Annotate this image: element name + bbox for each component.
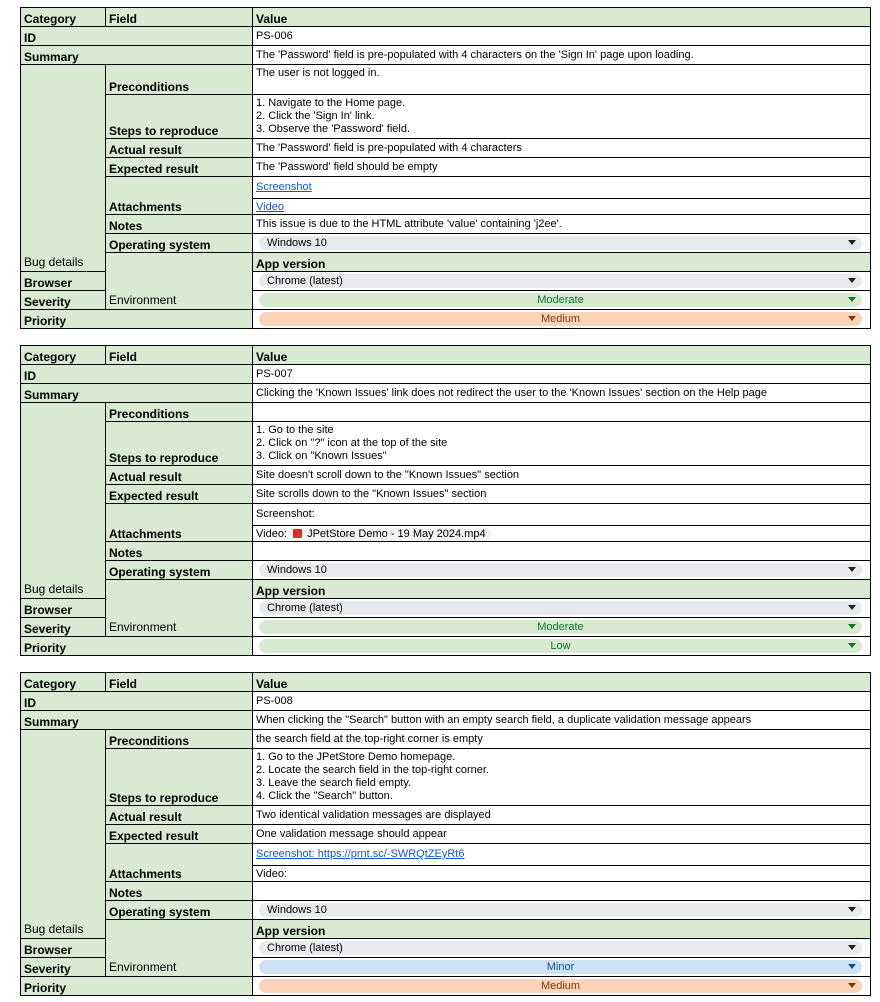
browser-value: Chrome (latest) [267, 602, 343, 614]
label-browser: Browser [21, 599, 106, 618]
priority-value: Medium [540, 313, 581, 325]
os-value: Windows 10 [267, 904, 327, 916]
value-attachments [253, 177, 871, 215]
priority-value: Medium [540, 980, 581, 992]
value-notes[interactable]: This issue is due to the HTML attribute 'value' containing 'j2ee'. [253, 215, 871, 234]
label-severity: Severity [21, 618, 253, 637]
label-priority: Priority [21, 637, 253, 656]
label-expected: Expected result [106, 825, 253, 844]
os-dropdown[interactable] [253, 234, 871, 253]
header-category: Category [21, 8, 106, 27]
video-file-icon [293, 529, 302, 538]
priority-dropdown[interactable] [253, 637, 871, 656]
screenshot-link[interactable]: Screenshot: https://prnt.sc/-SWRQtZEyRt6 [256, 848, 465, 860]
label-notes: Notes [106, 882, 253, 901]
video-label: Video: [256, 868, 287, 880]
label-steps: Steps to reproduce [106, 95, 253, 139]
severity-dropdown[interactable] [253, 618, 871, 637]
os-dropdown[interactable] [253, 561, 871, 580]
os-value: Windows 10 [267, 237, 327, 249]
label-severity: Severity [21, 291, 253, 310]
label-os: Operating system [106, 901, 253, 920]
chevron-down-icon [848, 297, 856, 302]
label-app-version: App version [253, 580, 871, 599]
value-summary[interactable]: Clicking the 'Known Issues' link does not redirect the user to the 'Known Issues' section on the Help page [253, 384, 871, 403]
label-steps: Steps to reproduce [106, 749, 253, 806]
label-id: ID [21, 27, 253, 46]
label-app-version: App version [253, 920, 871, 939]
screenshot-label: Screenshot: [256, 508, 315, 520]
header-category: Category [21, 346, 106, 365]
chevron-down-icon [848, 964, 856, 969]
label-preconditions: Preconditions [106, 65, 253, 95]
group-environment: Environment [106, 253, 253, 310]
priority-dropdown[interactable] [253, 977, 871, 996]
label-expected: Expected result [106, 158, 253, 177]
os-value: Windows 10 [267, 564, 327, 576]
group-environment: Environment [106, 920, 253, 977]
label-id: ID [21, 692, 253, 711]
value-expected[interactable]: The 'Password' field should be empty [253, 158, 871, 177]
value-steps[interactable]: 1. Go to the site 2. Click on "?" icon at the top of the site 3. Click on "Known Issues" [253, 422, 871, 466]
chevron-down-icon [848, 907, 856, 912]
group-bug-details: Bug details [21, 403, 106, 599]
label-preconditions: Preconditions [106, 403, 253, 422]
chevron-down-icon [848, 605, 856, 610]
severity-value: Moderate [537, 294, 584, 306]
bug-table [20, 7, 871, 329]
value-expected[interactable]: Site scrolls down to the "Known Issues" section [253, 485, 871, 504]
header-field: Field [106, 673, 253, 692]
label-attachments: Attachments [106, 177, 253, 215]
browser-value: Chrome (latest) [267, 275, 343, 287]
chevron-down-icon [848, 643, 856, 648]
value-attachments [253, 504, 871, 542]
value-preconditions[interactable]: the search field at the top-right corner is empty [253, 730, 871, 749]
label-actual: Actual result [106, 139, 253, 158]
bug-table [20, 345, 871, 656]
bug-table [20, 672, 871, 996]
value-expected[interactable]: One validation message should appear [253, 825, 871, 844]
value-steps[interactable]: 1. Go to the JPetStore Demo homepage. 2. Locate the search field in the top-right corner. 3. Leave the search field empty. 4. Click the "Search" button. [253, 749, 871, 806]
label-severity: Severity [21, 958, 253, 977]
browser-dropdown[interactable] [253, 939, 871, 958]
attachment-file-name: JPetStore Demo - 19 May 2024.mp4 [307, 528, 486, 540]
severity-value: Moderate [537, 621, 584, 633]
value-steps[interactable]: 1. Navigate to the Home page. 2. Click the 'Sign In' link. 3. Observe the 'Password' field. [253, 95, 871, 139]
value-notes[interactable] [253, 542, 871, 561]
value-actual[interactable]: The 'Password' field is pre-populated with 4 characters [253, 139, 871, 158]
label-summary: Summary [21, 384, 253, 403]
value-id[interactable]: PS-007 [253, 365, 871, 384]
label-app-version: App version [253, 253, 871, 272]
severity-value: Minor [546, 961, 575, 973]
label-steps: Steps to reproduce [106, 422, 253, 466]
group-bug-details: Bug details [21, 730, 106, 939]
severity-dropdown[interactable] [253, 291, 871, 310]
value-attachments [253, 844, 871, 882]
label-os: Operating system [106, 561, 253, 580]
value-id[interactable]: PS-006 [253, 27, 871, 46]
value-preconditions[interactable] [253, 403, 871, 422]
value-id[interactable]: PS-008 [253, 692, 871, 711]
label-os: Operating system [106, 234, 253, 253]
value-actual[interactable]: Two identical validation messages are displayed [253, 806, 871, 825]
browser-value: Chrome (latest) [267, 942, 343, 954]
attachment-file-chip[interactable] [290, 528, 492, 541]
label-actual: Actual result [106, 806, 253, 825]
video-label: Video: [256, 528, 287, 540]
label-browser: Browser [21, 272, 106, 291]
label-actual: Actual result [106, 466, 253, 485]
value-summary[interactable]: When clicking the "Search" button with an empty search field, a duplicate validation message appears [253, 711, 871, 730]
label-id: ID [21, 365, 253, 384]
label-attachments: Attachments [106, 504, 253, 542]
browser-dropdown[interactable] [253, 599, 871, 618]
header-value: Value [253, 8, 871, 27]
os-dropdown[interactable] [253, 901, 871, 920]
label-summary: Summary [21, 711, 253, 730]
group-environment: Environment [106, 580, 253, 637]
label-browser: Browser [21, 939, 106, 958]
value-actual[interactable]: Site doesn't scroll down to the "Known Issues" section [253, 466, 871, 485]
bug-report-ps-006 [20, 7, 870, 329]
priority-value: Low [550, 640, 571, 652]
group-bug-details: Bug details [21, 65, 106, 272]
severity-dropdown[interactable] [253, 958, 871, 977]
chevron-down-icon [848, 983, 856, 988]
chevron-down-icon [848, 240, 856, 245]
label-notes: Notes [106, 215, 253, 234]
chevron-down-icon [848, 316, 856, 321]
header-field: Field [106, 346, 253, 365]
label-summary: Summary [21, 46, 253, 65]
header-category: Category [21, 673, 106, 692]
label-notes: Notes [106, 542, 253, 561]
header-field: Field [106, 8, 253, 27]
header-value: Value [253, 673, 871, 692]
header-value: Value [253, 346, 871, 365]
chevron-down-icon [848, 567, 856, 572]
chevron-down-icon [848, 945, 856, 950]
value-summary[interactable]: The 'Password' field is pre-populated with 4 characters on the 'Sign In' page upon loading. [253, 46, 871, 65]
priority-dropdown[interactable] [253, 310, 871, 329]
value-notes[interactable] [253, 882, 871, 901]
value-preconditions[interactable]: The user is not logged in. [253, 65, 871, 95]
label-priority: Priority [21, 977, 253, 996]
browser-dropdown[interactable] [253, 272, 871, 291]
label-preconditions: Preconditions [106, 730, 253, 749]
video-link[interactable]: Video [256, 201, 284, 213]
bug-report-ps-008 [20, 672, 870, 996]
screenshot-link[interactable]: Screenshot [256, 181, 312, 193]
label-attachments: Attachments [106, 844, 253, 882]
bug-report-ps-007 [20, 345, 870, 656]
chevron-down-icon [848, 624, 856, 629]
label-priority: Priority [21, 310, 253, 329]
chevron-down-icon [848, 278, 856, 283]
label-expected: Expected result [106, 485, 253, 504]
